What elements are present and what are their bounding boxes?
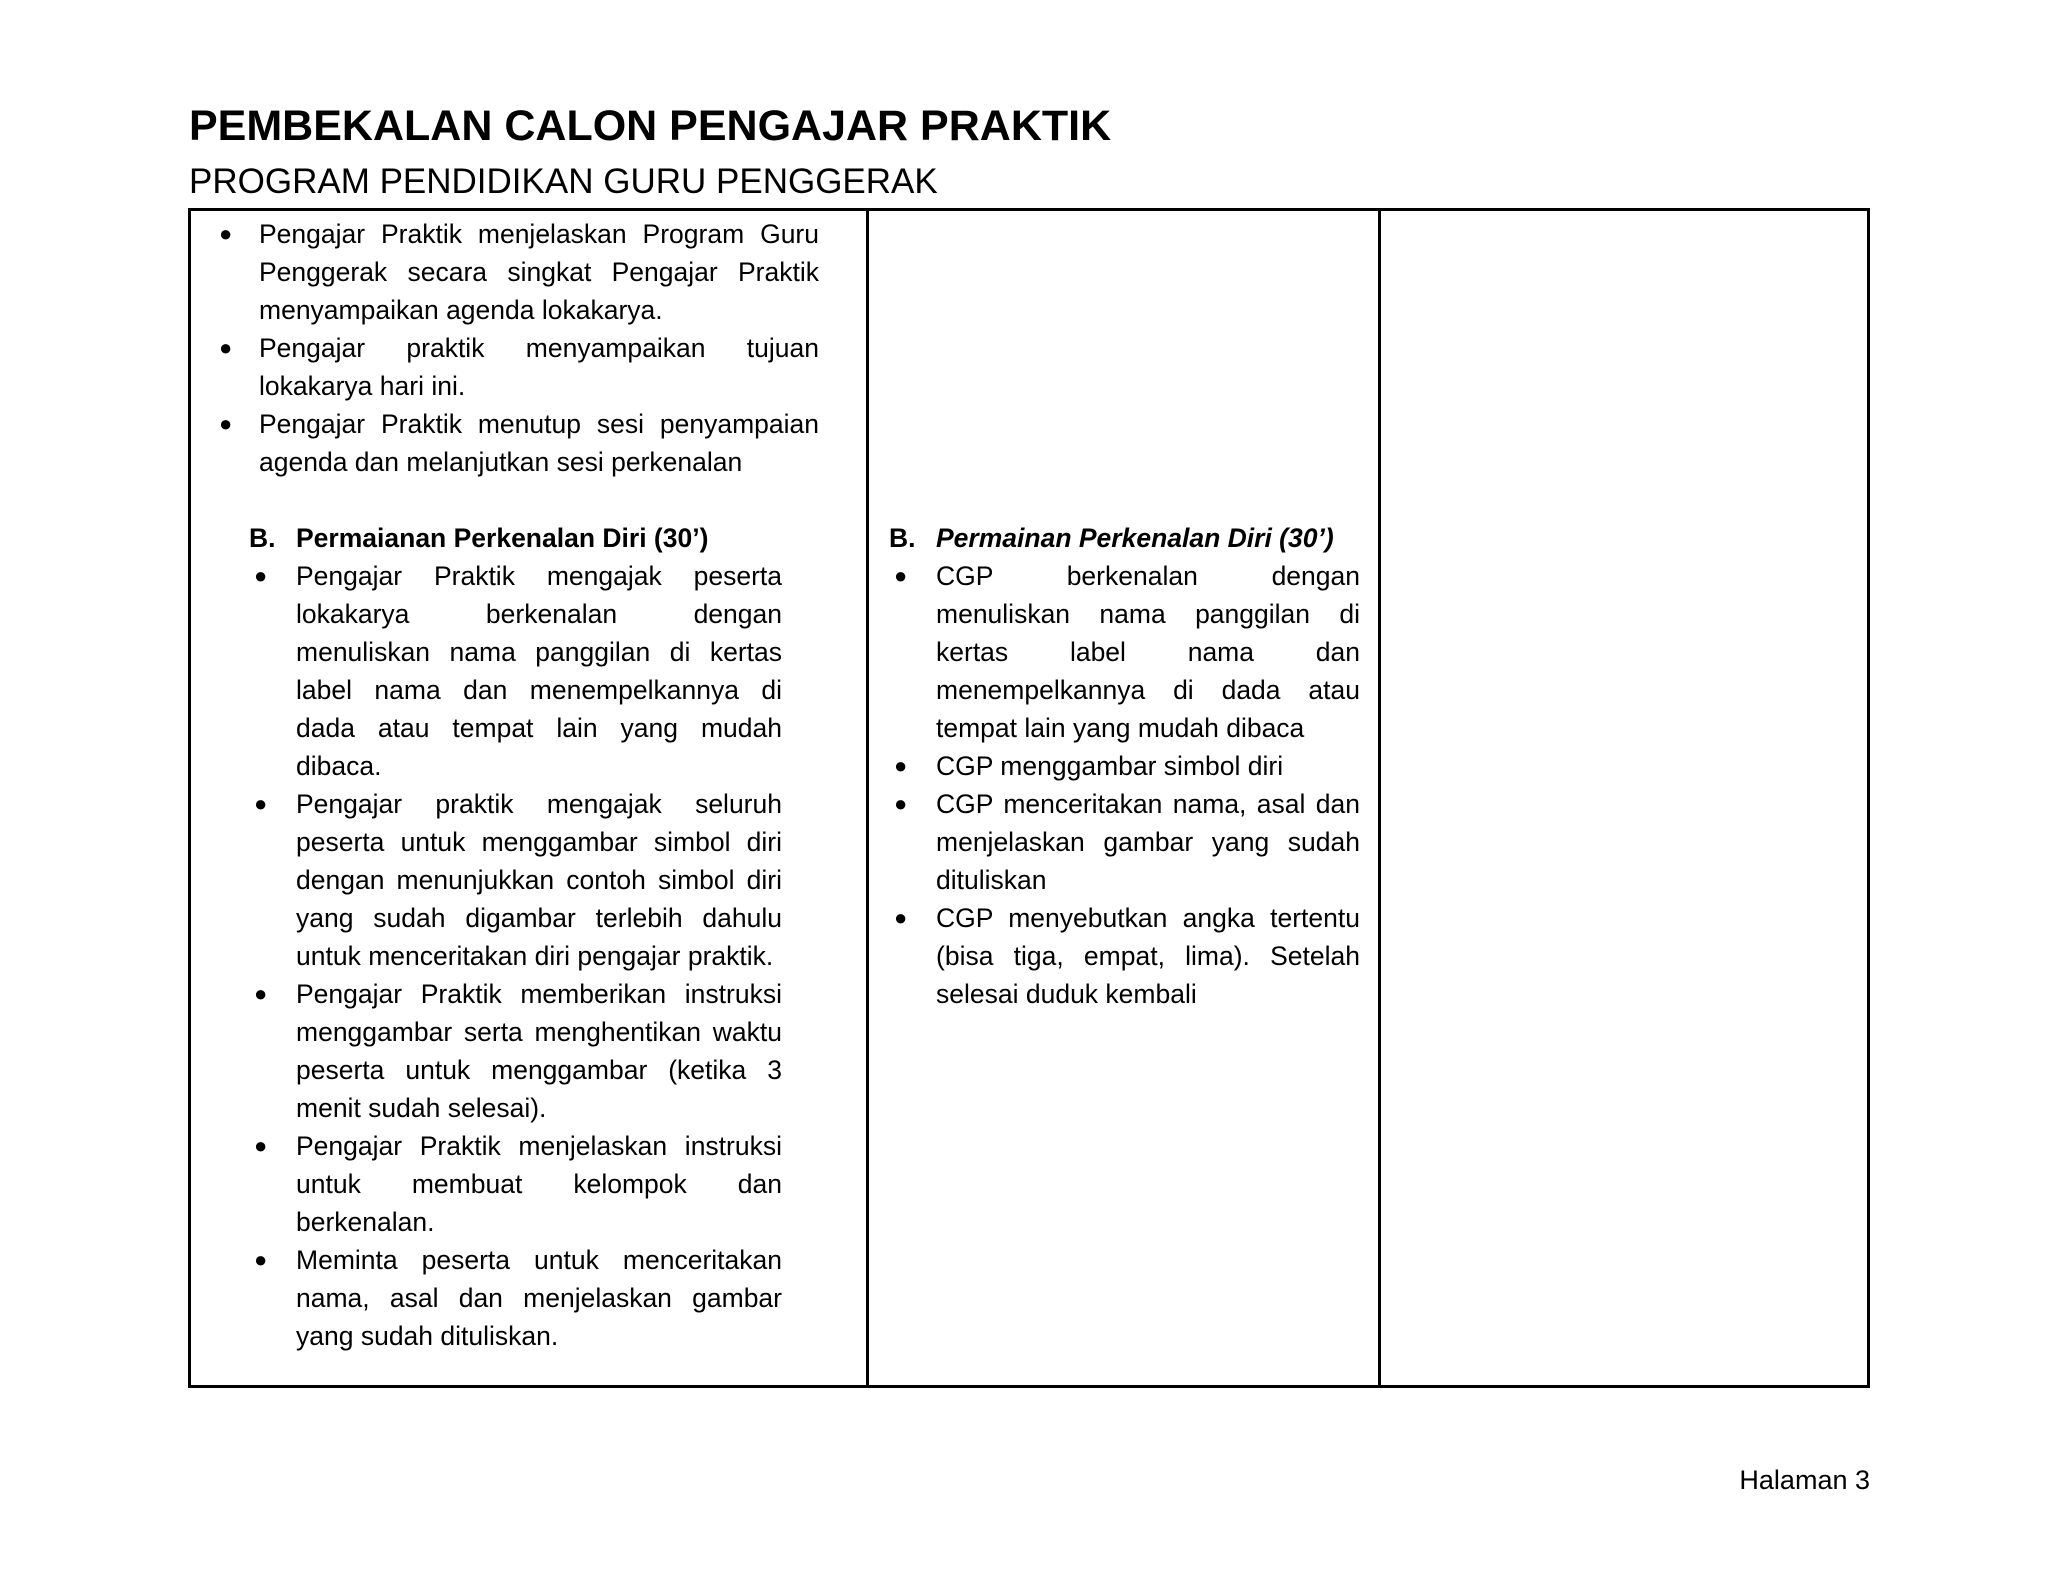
bullet-icon: ● [219,411,233,436]
section-letter: B. [889,523,916,553]
list-item-text: Pengajar Praktik menutup sesi penyampaian agenda dan melanjutkan sesi perkenalan [259,409,819,477]
list-item [254,785,782,975]
list-item [894,785,1360,899]
page-number: Halaman 3 [1739,1465,1870,1495]
list-item-text: Meminta peserta untuk menceritakan nama, asal dan menjelaskan gambar yang sudah dituliskan. [296,1245,782,1351]
list-item [894,747,1360,785]
list-item [219,215,819,329]
list-item [254,1241,782,1355]
section-heading-text: Permainan Perkenalan Diri (30’) [936,523,1334,553]
page-title: PEMBEKALAN CALON PENGAJAR PRAKTIK [189,102,1112,150]
list-item [894,899,1360,1013]
col2-section-b-list [894,557,1360,1013]
list-item-text: CGP menceritakan nama, asal dan menjelaskan gambar yang sudah dituliskan [936,789,1360,895]
col2-section-b-heading [889,519,1334,557]
list-item-text: Pengajar Praktik menjelaskan instruksi untuk membuat kelompok dan berkenalan. [296,1131,782,1237]
list-item [219,329,819,405]
bullet-icon: ● [219,335,233,360]
bullet-icon: ● [894,905,908,930]
bullet-icon: ● [254,1133,268,1158]
list-item-text: Pengajar Praktik menjelaskan Program Guru Penggerak secara singkat Pengajar Praktik menyampaikan agenda lokakarya. [259,219,819,325]
list-item [894,557,1360,747]
bullet-icon: ● [254,1247,268,1272]
bullet-icon: ● [894,753,908,778]
bullet-icon: ● [894,791,908,816]
activity-table [188,208,1870,1388]
list-item-text: Pengajar Praktik memberikan instruksi menggambar serta menghentikan waktu peserta untuk menggambar (ketika 3 menit sudah selesai). [296,979,782,1123]
list-item-text: Pengajar praktik menyampaikan tujuan lokakarya hari ini. [259,333,819,401]
col1-top-list [219,215,819,481]
list-item-text: CGP menggambar simbol diri [936,751,1284,781]
column-divider [866,211,869,1385]
list-item-text: Pengajar praktik mengajak seluruh peserta untuk menggambar simbol diri dengan menunjukkan contoh simbol diri yang sudah digambar terlebih dahulu untuk menceritakan diri pengajar praktik. [296,789,782,971]
section-heading-text: Permaianan Perkenalan Diri (30’) [296,523,709,553]
column-divider [1378,211,1381,1385]
list-item-text: Pengajar Praktik mengajak peserta lokakarya berkenalan dengan menuliskan nama panggilan di kertas label nama dan menempelkannya di dada atau tempat lain yang mudah dibaca. [296,561,782,781]
bullet-icon: ● [254,563,268,588]
col1-section-b-heading [249,519,708,557]
bullet-icon: ● [254,791,268,816]
list-item-text: CGP menyebutkan angka tertentu (bisa tiga, empat, lima). Setelah selesai duduk kembali [936,903,1360,1009]
page-subtitle: PROGRAM PENDIDIKAN GURU PENGGERAK [189,162,938,201]
list-item [254,1127,782,1241]
bullet-icon: ● [219,221,233,246]
section-letter: B. [249,523,276,553]
bullet-icon: ● [254,981,268,1006]
list-item [254,975,782,1127]
list-item-text: CGP berkenalan dengan menuliskan nama panggilan di kertas label nama dan menempelkannya di dada atau tempat lain yang mudah dibaca [936,561,1360,743]
col1-section-b-list [254,557,782,1355]
list-item [254,557,782,785]
bullet-icon: ● [894,563,908,588]
list-item [219,405,819,481]
